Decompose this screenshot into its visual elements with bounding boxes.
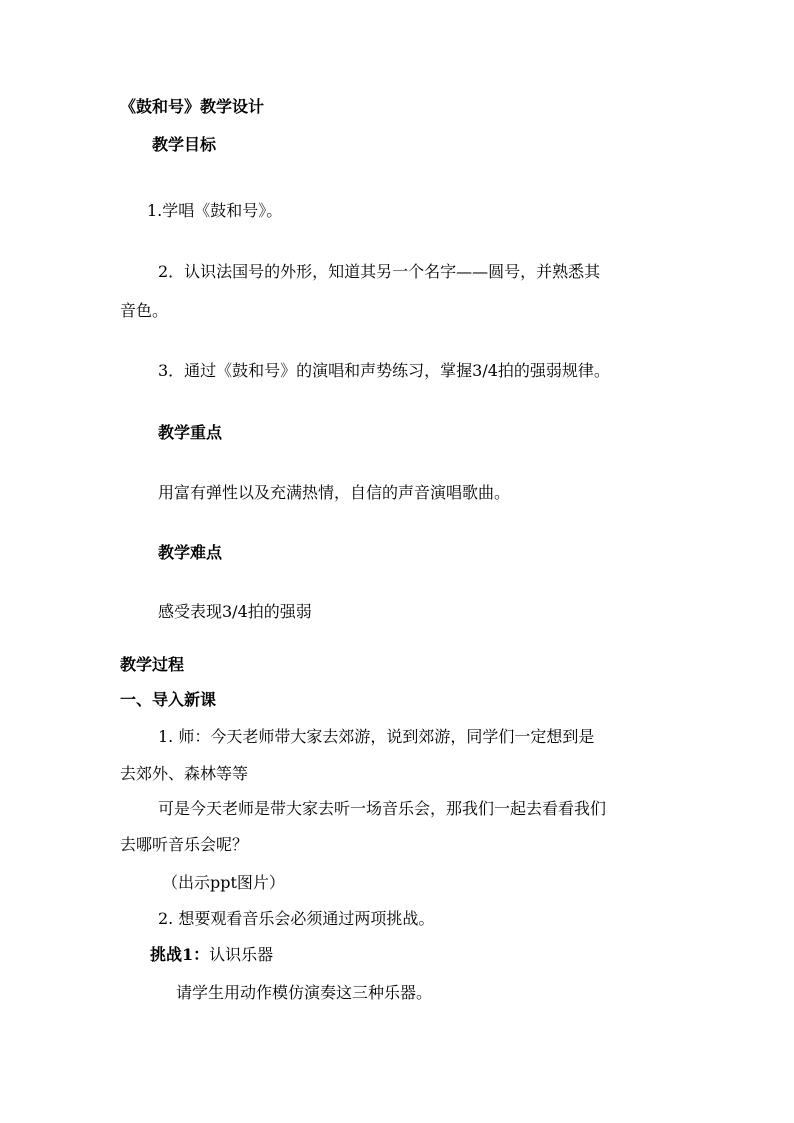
difficulty-text: 感受表现3/4拍的强弱 (158, 602, 312, 621)
process-heading: 教学过程 (120, 655, 185, 674)
document-title: 《鼓和号》教学设计 (120, 97, 265, 116)
goal-item-2: 2．认识法国号的外形，知道其另一个名字——圆号，并熟悉其 (158, 262, 601, 281)
challenge-1-text: 认识乐器 (209, 945, 274, 964)
difficulty-heading: 教学难点 (158, 543, 223, 562)
goals-heading: 教学目标 (152, 135, 217, 154)
goal-item-2-continued: 音色。 (120, 301, 169, 320)
section-1-line-6: 2. 想要观看音乐会必须通过两项挑战。 (158, 909, 435, 928)
section-1-heading: 一、导入新课 (120, 690, 217, 709)
section-1-line-4: 去哪听音乐会呢？ (120, 835, 249, 854)
challenge-1-detail: 请学生用动作模仿演奏这三种乐器。 (176, 983, 433, 1002)
goal-item-3: 3．通过《鼓和号》的演唱和声势练习，掌握3/4拍的强弱规律。 (158, 361, 610, 380)
challenge-1 (150, 945, 273, 965)
section-1-line-2: 去郊外、森林等等 (120, 764, 249, 783)
section-1-line-3: 可是今天老师是带大家去听一场音乐会，那我们一起去看看我们 (158, 799, 607, 818)
key-points-heading: 教学重点 (158, 423, 223, 442)
section-1-line-5: （出示ppt图片） (162, 873, 285, 892)
goal-item-1: 1.学唱《鼓和号》。 (147, 201, 283, 220)
section-1-line-1: 1. 师：今天老师带大家去郊游，说到郊游，同学们一定想到是 (158, 727, 595, 746)
key-points-text: 用富有弹性以及充满热情，自信的声音演唱歌曲。 (158, 483, 511, 502)
challenge-1-label: 挑战1： (150, 945, 210, 964)
